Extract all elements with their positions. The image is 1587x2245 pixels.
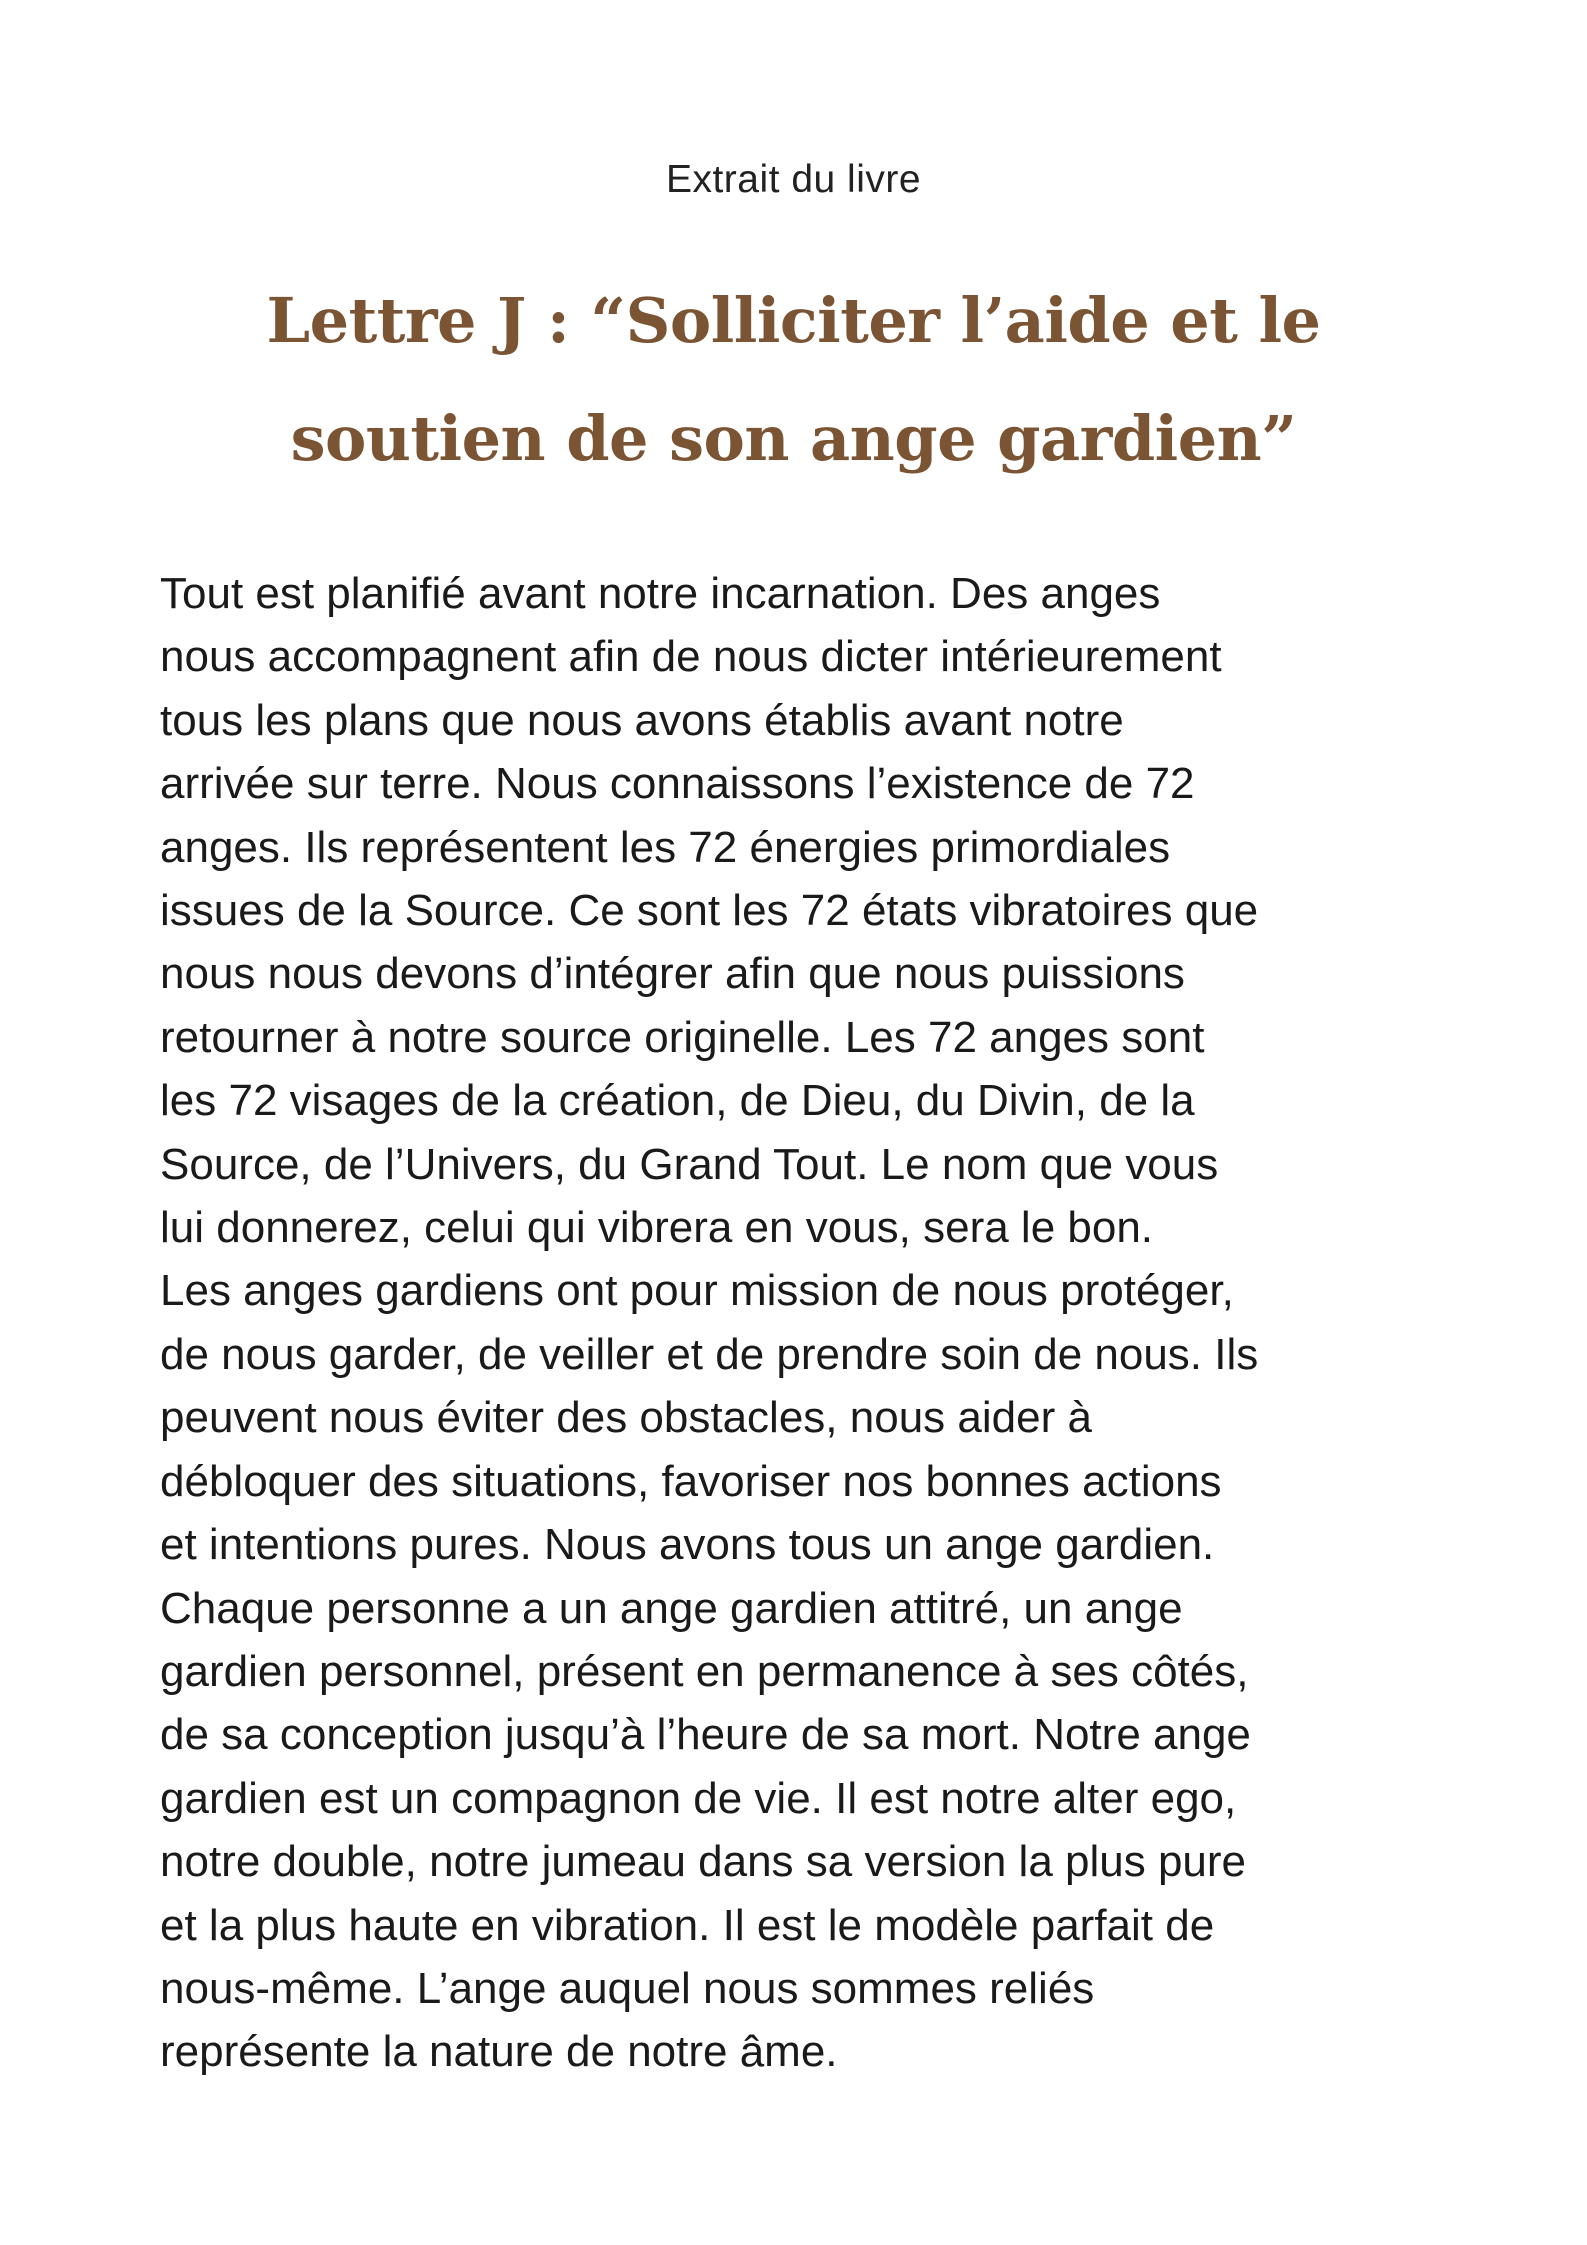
kicker-label: Extrait du livre [665, 158, 922, 201]
body-paragraph: Tout est planifié avant notre incarnation. Des anges nous accompagnent afin de nous dicter intérieurement tous les plans que nous avons établis avant notre arrivée sur terre. Nous connaissons l’existence de 72 anges. Ils représentent les 72 énergies primordiales issues de la Source. Ce sont les 72 états vibratoires que nous nous devons d’intégrer afin que nous puissions retourner à notre source originelle. Les 72 anges sont les 72 visages de la création, de Dieu, du Divin, de la Source, de l’Univers, du Grand Tout. Le nom que vous lui donnerez, celui qui vibrera en vous, sera le bon. Les anges gardiens ont pour mission de nous protéger, de nous garder, de veiller et de prendre soin de nous. Ils peuvent nous éviter des obstacles, nous aider à débloquer des situations, favoriser nos bonnes actions et intentions pures. Nous avons tous un ange gardien. Chaque personne a un ange gardien attitré, un ange gardien personnel, présent en permanence à ses côtés, de sa conception jusqu’à l’heure de sa mort. Notre ange gardien est un compagnon de vie. Il est notre alter ego, notre double, notre jumeau dans sa version la plus pure et la plus haute en vibration. Il est le modèle parfait de nous-même. L’ange auquel nous sommes reliés représente la nature de notre âme. [160, 569, 1259, 2077]
page-title: Lettre J : “Solliciter l’aide et le soutien de son ange gardien” [266, 284, 1321, 475]
